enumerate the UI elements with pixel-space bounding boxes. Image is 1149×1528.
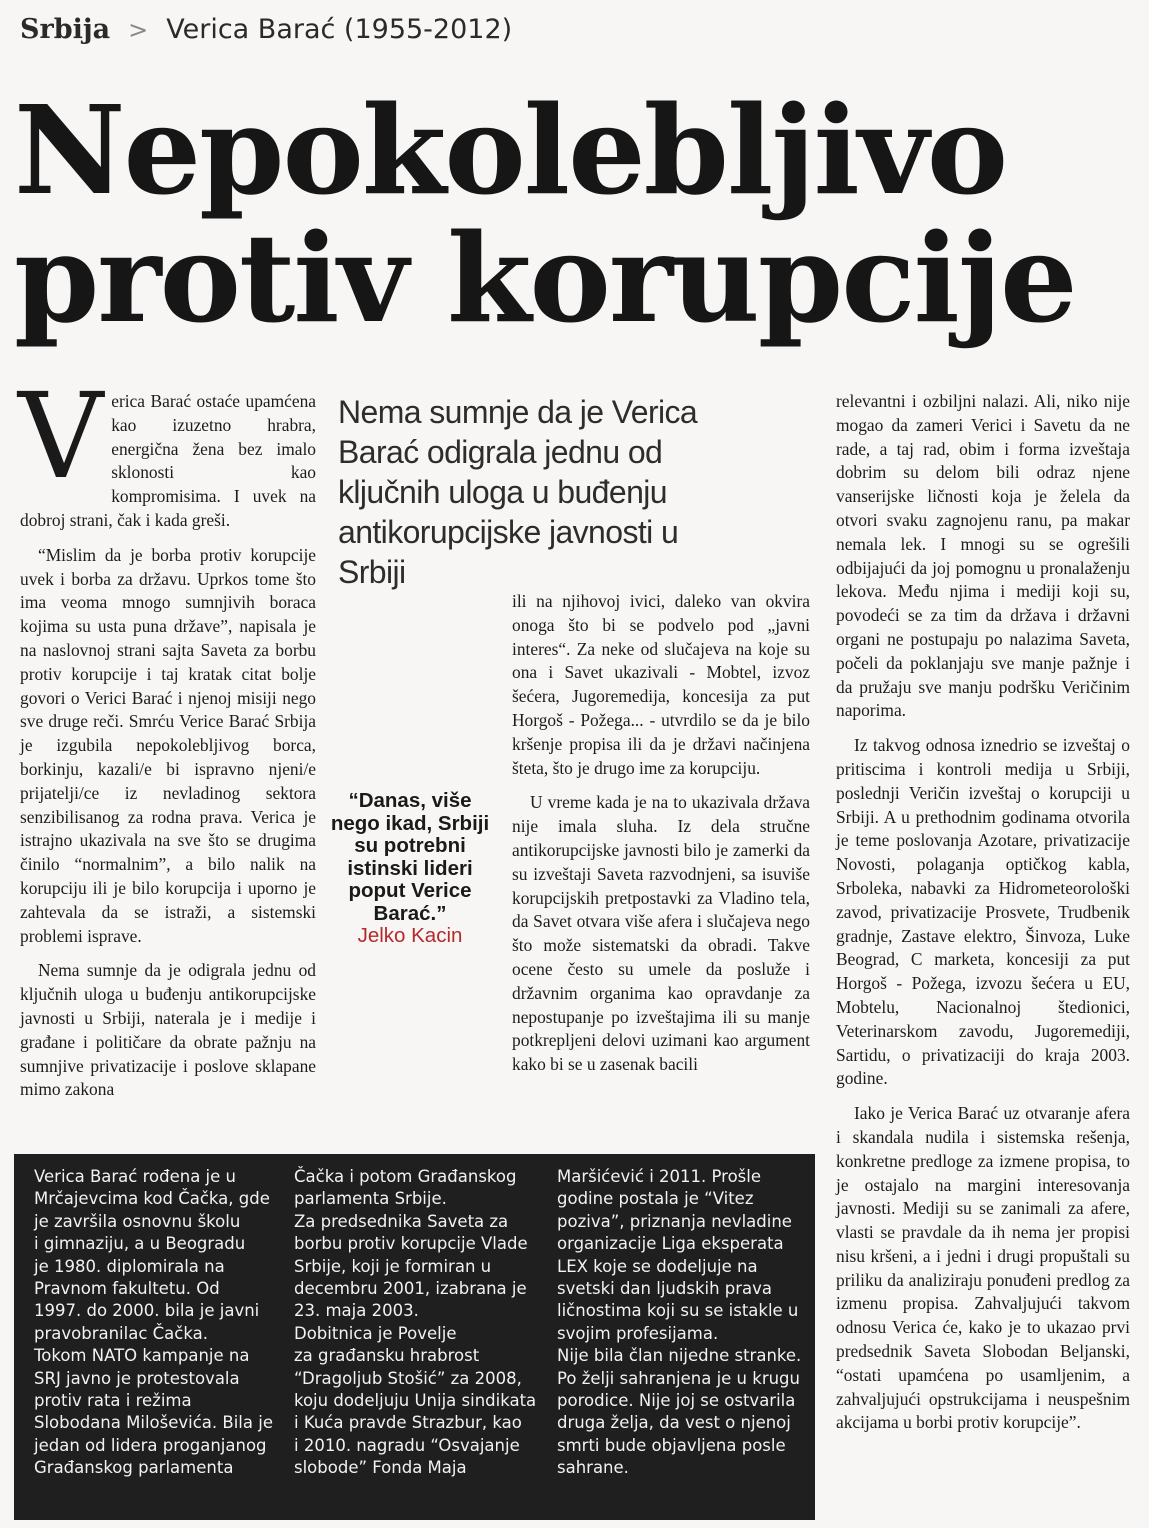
headline-line-2: protiv korupcije — [14, 206, 1076, 350]
breadcrumb-section[interactable]: Srbija — [20, 14, 111, 45]
bio-column-1: Verica Barać rođena je u Mrčajevcima kod Čačka, gde je završila osnovnu školu i gimnaziju, a u Beogradu je 1980. diplomirala na Pravnom fakultetu. Od 1997. do 2000. bila je javni pravobranilac Čačka. Tokom NATO kampanje na SRJ javno je protestovala protiv rata i režima Slobodana Miloševića. Bila je jedan od lidera proganjanog Građanskog parlamenta — [34, 1167, 273, 1478]
article-paragraph: ili na njihovoj ivici, daleko van okvira onoga što bi se podvelo pod „javni interes“. Za neke od slučajeva na koje su ona i Savet ukazivali - Mobtel, izvoz šećera, Jugoremedija, koncesija za put Horgoš - Požega... - utvrdilo se da je bilo kršenje propisa ili da je državi načinjena šteta, što je drugo ime za korupciju. — [512, 591, 810, 778]
deck-subheadline: Nema sumnje da je Verica Barać odigrala jednu od ključnih uloga u buđenju antikorupcijske javnosti u Srbiji — [338, 394, 698, 590]
intro-paragraph — [18, 367, 316, 533]
bio-column-2: Čačka i potom Građanskog parlamenta Srbije. Za predsednika Saveta za borbu protiv korupcije Vlade Srbije, koji je formiran u decembru 2001, izabrana je 23. maja 2003. Dobitnica je Povelje za građansku hrabrost “Dragoljub Stošić” za 2008, koju dodeljuju Unija sindikata i Kuća pravde Strazbur, kao i 2010. nagradu “Osvajanje slobode” Fonda Maja — [294, 1167, 537, 1478]
headline — [14, 78, 1144, 350]
pull-quote-author: Jelko Kacin — [357, 924, 463, 947]
dropcap: V — [18, 367, 104, 505]
breadcrumb — [20, 14, 512, 54]
article-paragraph: Iz takvog odnosa iznedrio se izveštaj o pritiscima i kontroli medija u Srbiji, poslednji Veričin izveštaj o korupciji u Srbiji. A u prethodnim godinama otvorila je teme poslovanja Azotare, privatizacije Novosti, polaganja optičkog kabla, Srboleka, nabavki za Hidrometeorološki zavod, privatizacije Prosvete, Trudbenik gradnje, Zastave elektro, Šinvoza, Luke Beograd, C marketa, koncesiji za put Horgoš - Požega, izvozu šećera u EU, Mobtelu, Nacionalnoj štedionici, Veterinarskom zavodu, Jugoremediji, Sartidu, o privatizaciji do kraja 2003. godine. — [836, 735, 1130, 1089]
bio-column-3: Maršićević i 2011. Prošle godine postala je “Vitez poziva”, priznanja nevladine organizacije Liga eksperata LEX koje se dodeljuje na svetski dan ljudskih prava ličnostima koji su se istakle u svojim profesijama. Nije bila član nijedne stranke. Po želji sahranjena je u krugu porodice. Nije joj se ostvarila druga želja, da vest o njenoj smrti bude objavljena posle sahrane. — [557, 1167, 802, 1478]
article-paragraph: “Mislim da je borba protiv korupcije uvek i borba za državu. Uprkos tome što ima veoma mnogo sumnjivih boraca kojima su usta puna države”, napisala je na naslovnoj strani sajta Saveta za borbu protiv korupcije i taj kratak citat bolje govori o Verici Barać i njenoj misiji nego sve druge reči. Smrću Verice Barać Srbija je izgubila nepokolebljivog borca, borkinju, kazali/e bi ispravno njeni/e prijatelji/ce iz nevladinog sektora senzibilisanog za rodna prava. Verica je istrajno ukazivala na sve što se drugima činilo “normalnim”, a bilo nalik na korupciju ili je bilo korupcija i uporno je zahtevala da se istraži, a sistemski problemi isprave. — [20, 544, 316, 946]
article-column-2 — [512, 590, 810, 1077]
breadcrumb-separator-icon: > — [128, 16, 149, 44]
pull-quote-text: “Danas, više nego ikad, Srbiji su potrebni istinski lideri poput Verice Barać.” — [330, 789, 490, 925]
pull-quote — [326, 790, 494, 948]
article-paragraph: Iako je Verica Barać uz otvaranje afera i skandala nudila i sistemska rešenja, konkretne predloge za izmene propisa, to je ostajalo na margini interesovanja javnosti. Mediji su se zanimali za afere, vlasti se pravdale da ih nema jer propisi nisu kršeni, a i jedni i drugi propuštali su priliku da analiziraju ponuđeni predlog za izmenu propisa. Zahvaljujući takvom odnosu Verica će, kako je to ukazao prvi predsednik Saveta Slobodan Beljanski, “ostati upamćena po usamljenim, a zahvaljujući opstrukcijama i neuspešnim akcijama u borbi protiv korupcije”. — [836, 1103, 1130, 1433]
article-paragraph: relevantni i ozbiljni nalazi. Ali, niko nije mogao da zameri Verici i Savetu da ne rade, a taj rad, obim i forma izveštaja dobrim su delom bili odraz njene vanserijske ličnosti koja je želela da otvori svaku zagnojenu ranu, pa makar nemala lek. I mnogi su se ogrešili odbijajući da joj pomognu u pronalaženju lekova. Među njima i mediji koji su, povodeći se za tim da država i državni organi ne postupaju po nalazima Saveta, počeli da poklanjaju sve manje pažnje i da pružaju sve manju podršku Veričinim naporima. — [836, 391, 1130, 721]
intro-text: erica Barać ostaće upamćena kao izuzetno hrabra, energična žena bez imalo sklonosti kao kompromisima. I uvek na dobroj strani, čak i kada greši. — [20, 391, 316, 530]
article-paragraph: U vreme kada je na to ukazivala država nije imala sluha. Iz dela stručne antikorupcijske javnosti bilo je zamerki da su izveštaji Saveta razvodnjeni, sa isuviše korupcijskih pretpostavki za Vladino tela, da Savet otvara više afera i slučajeva nego što može sistematski da obradi. Takve ocene često su umele da posluže i državnim organima kao opravdanje za nepostupanje po izveštajima ili su manje potkrepljeni delovi uzimani kao argument kako bi se u zasenak bacili — [512, 792, 810, 1075]
headline-line-1: Nepokolebljivo — [14, 78, 1007, 222]
breadcrumb-title: Verica Barać (1955-2012) — [166, 14, 513, 45]
article-column-3 — [836, 390, 1130, 1435]
article-paragraph: Nema sumnje da je odigrala jednu od ključnih uloga u buđenju antikorupcijske javnosti u Srbiji, naterala je i medije i građane i političare da obrate pažnju na sumnjive privatizacije i poslove sklapane mimo zakona — [20, 960, 316, 1100]
article-column-1 — [18, 367, 316, 1102]
